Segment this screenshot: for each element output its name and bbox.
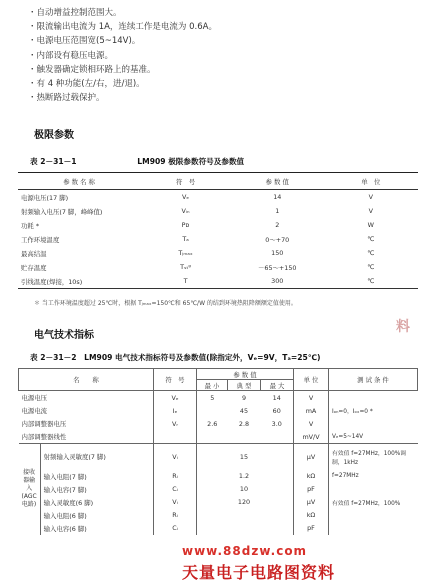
cell-value: 14: [273, 193, 282, 201]
cell-typ: 10: [239, 485, 249, 493]
cell-cond: [329, 417, 418, 430]
cell-symbol: Vᵢ: [154, 444, 197, 470]
cell-unit: V: [294, 417, 329, 430]
cell-min: [197, 470, 228, 483]
cell-cond: Iₒₙ=0，Iₒₓ=0 *: [329, 404, 418, 417]
col-header-max: 最 大: [261, 380, 294, 391]
table-row: [19, 496, 418, 509]
cell-max: 3.0: [271, 419, 282, 428]
cell-symbol: Tₐ: [182, 235, 189, 243]
cell-name: 输入电阻(6 脚): [43, 511, 87, 520]
cell-unit: V: [294, 391, 329, 405]
cell-max: [261, 470, 294, 483]
cell-symbol: Vₑ: [154, 391, 197, 405]
cell-name: 内部调整器电压: [21, 420, 67, 428]
feature-item: ・限流输出电流为 1A，连续工作是电流为 0.6A。: [28, 22, 217, 33]
feature-item: ・电源电压范围宽(5~14V)。: [28, 36, 141, 47]
cell-unit: V: [368, 207, 373, 215]
section-heading-electrical: 电气技术指标: [34, 330, 94, 341]
cell-typ: [228, 430, 261, 444]
cell-typ: 9: [241, 393, 247, 402]
cell-symbol: Tₛₜᵍ: [180, 263, 191, 271]
cell-unit: kΩ: [294, 470, 329, 483]
table-row: [19, 404, 418, 417]
cell-max: [261, 509, 294, 522]
cell-min: [197, 483, 228, 496]
cell-min: [197, 496, 228, 509]
cell-symbol: Vᵢₙ: [181, 207, 190, 215]
cell-name: 输入电阻(7 脚): [43, 472, 87, 481]
cell-value: 2: [275, 221, 280, 229]
table-footnote: ＊ 当工作环境温度超过 25℃时，根据 Tⱼₘₐₓ=150℃和 65℃/W 的结到环境热阻降额额定值使用。: [34, 300, 297, 307]
cell-cond: [329, 391, 418, 405]
cell-max: [261, 430, 294, 444]
section-heading-limits: 极限参数: [34, 130, 74, 141]
cell-typ: 2.8: [238, 419, 250, 428]
cell-unit: ℃: [367, 235, 375, 243]
cell-max: [261, 483, 294, 496]
col-header-symbol: 符 号: [140, 173, 231, 190]
feature-item: ・热断路过载保护。: [28, 93, 105, 104]
cell-symbol: [154, 430, 197, 444]
cell-symbol: Vₑ: [182, 193, 190, 201]
cell-symbol: Cᵢ: [154, 522, 197, 535]
cell-cond: [329, 522, 418, 535]
cell-cond: [329, 483, 418, 496]
cell-unit: W: [367, 221, 374, 229]
cell-cond: [329, 509, 418, 522]
cell-typ: 45: [239, 406, 249, 415]
cell-symbol: Rᵢ: [154, 470, 197, 483]
cell-typ: 1.2: [238, 472, 250, 480]
cell-name: 内部调整器线性: [21, 433, 67, 441]
table-caption-electrical: 表 2－31－2 LM909 电气技术指标符号及参数值(除指定外，Vₑ=9V，Tₐ=25℃): [30, 353, 321, 362]
table-row: [19, 391, 418, 405]
table-row: [18, 274, 418, 289]
cell-name: 电源电压: [21, 394, 48, 402]
col-header-param: 参 数 值: [197, 369, 294, 380]
cell-cond: 有效值 f=27MHz，100%调制，1kHz: [329, 444, 418, 470]
cell-typ: 120: [237, 498, 251, 506]
col-header-name: 名 称: [19, 369, 154, 391]
cell-unit: ℃: [367, 249, 375, 257]
cell-value: 1: [275, 207, 280, 215]
col-header-min: 最 小: [197, 380, 228, 391]
cell-name: 输入灵敏度(6 脚): [43, 498, 94, 507]
table-row: [19, 522, 418, 535]
group-label: 接收器输入(AGC 电路): [19, 444, 41, 535]
table-row: [18, 232, 418, 246]
cell-symbol: Rᵢ: [154, 509, 197, 522]
table-row: [18, 190, 418, 205]
table-row: [18, 246, 418, 260]
cell-value: －65～+150: [258, 263, 297, 272]
feature-item: ・内部设有稳压电源。: [28, 50, 114, 61]
cell-min: 2.6: [197, 417, 228, 430]
cell-unit: μV: [294, 444, 329, 470]
cell-unit: mA: [294, 404, 329, 417]
cell-typ: 15: [239, 452, 249, 461]
cell-unit: ℃: [324, 274, 418, 289]
cell-name: 射频输入灵敏度(7 脚): [43, 453, 106, 462]
cell-cond: 有效值 f=27MHz，100%: [329, 496, 418, 509]
limits-table: [18, 172, 418, 289]
cell-min: 5: [197, 391, 228, 405]
table-header-row: [18, 173, 418, 190]
table-row: [19, 417, 418, 430]
cell-name: 输入电容(7 脚): [43, 485, 87, 494]
cell-name: 最高结温: [21, 249, 47, 258]
table-row: [19, 470, 418, 483]
cell-name: 电源电流: [21, 407, 48, 415]
cell-unit: μV: [294, 496, 329, 509]
cell-unit: V: [368, 193, 373, 201]
cell-min: [197, 430, 228, 444]
col-header-name: 参 数 名 称: [18, 173, 140, 190]
col-header-unit: 单 位: [294, 369, 329, 391]
cell-max: 60: [272, 406, 281, 415]
cell-cond: Vₑ=5~14V: [329, 430, 418, 444]
cell-symbol: Tⱼₘₐₓ: [178, 249, 193, 257]
cell-symbol: Vᵣ: [154, 417, 197, 430]
cell-unit: mV/V: [294, 430, 329, 444]
cell-cond: f=27MHz: [329, 470, 418, 483]
cell-value: 150: [271, 249, 284, 257]
cell-name: 贮存温度: [21, 263, 47, 272]
watermark-text: 天量电子电路图资料: [182, 563, 336, 582]
col-header-unit: 单 位: [324, 173, 418, 190]
cell-unit: pF: [294, 483, 329, 496]
cell-name: 引线温度(焊接，10s): [18, 274, 140, 289]
table-row: [19, 430, 418, 444]
cell-name: 功耗 *: [21, 221, 40, 230]
table-row: [18, 204, 418, 218]
cell-name: 射频输入电压(7 脚，峰峰值): [21, 207, 103, 216]
cell-unit: ℃: [367, 263, 375, 271]
cell-symbol: Cᵢ: [154, 483, 197, 496]
watermark-stamp: 料: [396, 319, 410, 335]
cell-name: 工作环境温度: [21, 235, 60, 244]
feature-list: [28, 6, 217, 105]
watermark-url: www.88dzw.com: [182, 544, 308, 558]
cell-max: [261, 444, 294, 470]
feature-item: ・自动增益控制范围大。: [28, 8, 122, 18]
cell-symbol: T: [140, 274, 231, 289]
cell-min: [197, 444, 228, 470]
cell-symbol: Iₑ: [154, 404, 197, 417]
cell-max: [261, 496, 294, 509]
cell-value: 300: [231, 274, 324, 289]
feature-item: ・有 4 种功能(左/右，进/退)。: [28, 79, 145, 90]
col-header-cond: 测 试 条 件: [329, 369, 418, 391]
cell-min: [197, 522, 228, 535]
cell-symbol: Vᵢ: [154, 496, 197, 509]
col-header-typ: 典 型: [228, 380, 261, 391]
col-header-value: 参 数 值: [231, 173, 324, 190]
cell-min: [197, 509, 228, 522]
cell-name: 输入电容(6 脚): [43, 524, 87, 533]
cell-typ: [228, 509, 261, 522]
cell-value: 0～+70: [265, 235, 290, 244]
electrical-table: [18, 368, 418, 535]
cell-typ: [228, 522, 261, 535]
table-row: [18, 218, 418, 232]
cell-max: [261, 522, 294, 535]
cell-max: 14: [272, 393, 281, 402]
table-row: [19, 509, 418, 522]
cell-name: 电源电压(17 脚): [21, 193, 69, 202]
table-header-row: [19, 369, 418, 380]
cell-unit: kΩ: [294, 509, 329, 522]
table-row: [19, 483, 418, 496]
cell-min: [197, 404, 228, 417]
feature-item: ・触发器确定锁相环路上的基准。: [28, 64, 156, 75]
table-caption-limits: 表 2－31－1 LM909 极限参数符号及参数值: [30, 157, 245, 166]
cell-symbol: Pᴅ: [181, 221, 190, 229]
table-row: [19, 444, 418, 470]
col-header-symbol: 符 号: [154, 369, 197, 391]
table-row: [18, 260, 418, 274]
cell-unit: pF: [294, 522, 329, 535]
